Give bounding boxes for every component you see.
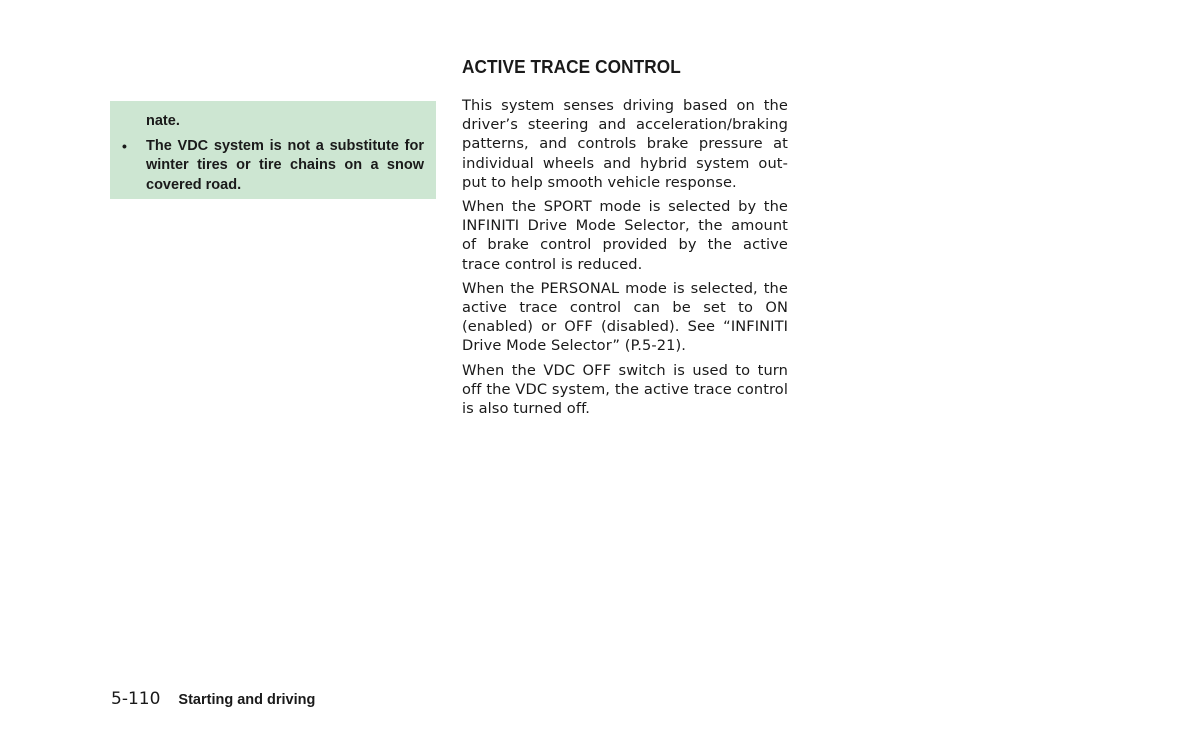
caution-box — [110, 101, 436, 199]
footer-section-title: Starting and driving — [178, 692, 316, 708]
caution-continuation-text: nate. — [146, 113, 180, 129]
section-heading: ACTIVE TRACE CONTROL — [462, 56, 681, 77]
caution-list-item: • The VDC system is not a substitute for winter tires or tire chains on a snow covered road. — [146, 137, 424, 196]
body-paragraph: When the SPORT mode is selected by the INFINITI Drive Mode Selector, the amount of brake control provided by the active trace control is reduced. — [462, 198, 788, 273]
body-paragraph: This system senses driving based on the driver’s steering and acceleration/braking patterns, and controls brake pressure at individual wheels and hybrid system out-put to help smooth vehicle response. — [462, 97, 788, 191]
caution-list — [146, 137, 424, 196]
body-paragraph: When the PERSONAL mode is selected, the active trace control can be set to ON (enabled) or OFF (disabled). See “INFINITI Drive Mode Selector” (P.5-21). — [462, 279, 788, 355]
page-number: 5-110 — [111, 689, 161, 709]
page-footer — [111, 689, 315, 713]
section-body — [462, 96, 788, 423]
body-paragraph: When the VDC OFF switch is used to turn off the VDC system, the active trace control is also turned off. — [462, 361, 788, 418]
